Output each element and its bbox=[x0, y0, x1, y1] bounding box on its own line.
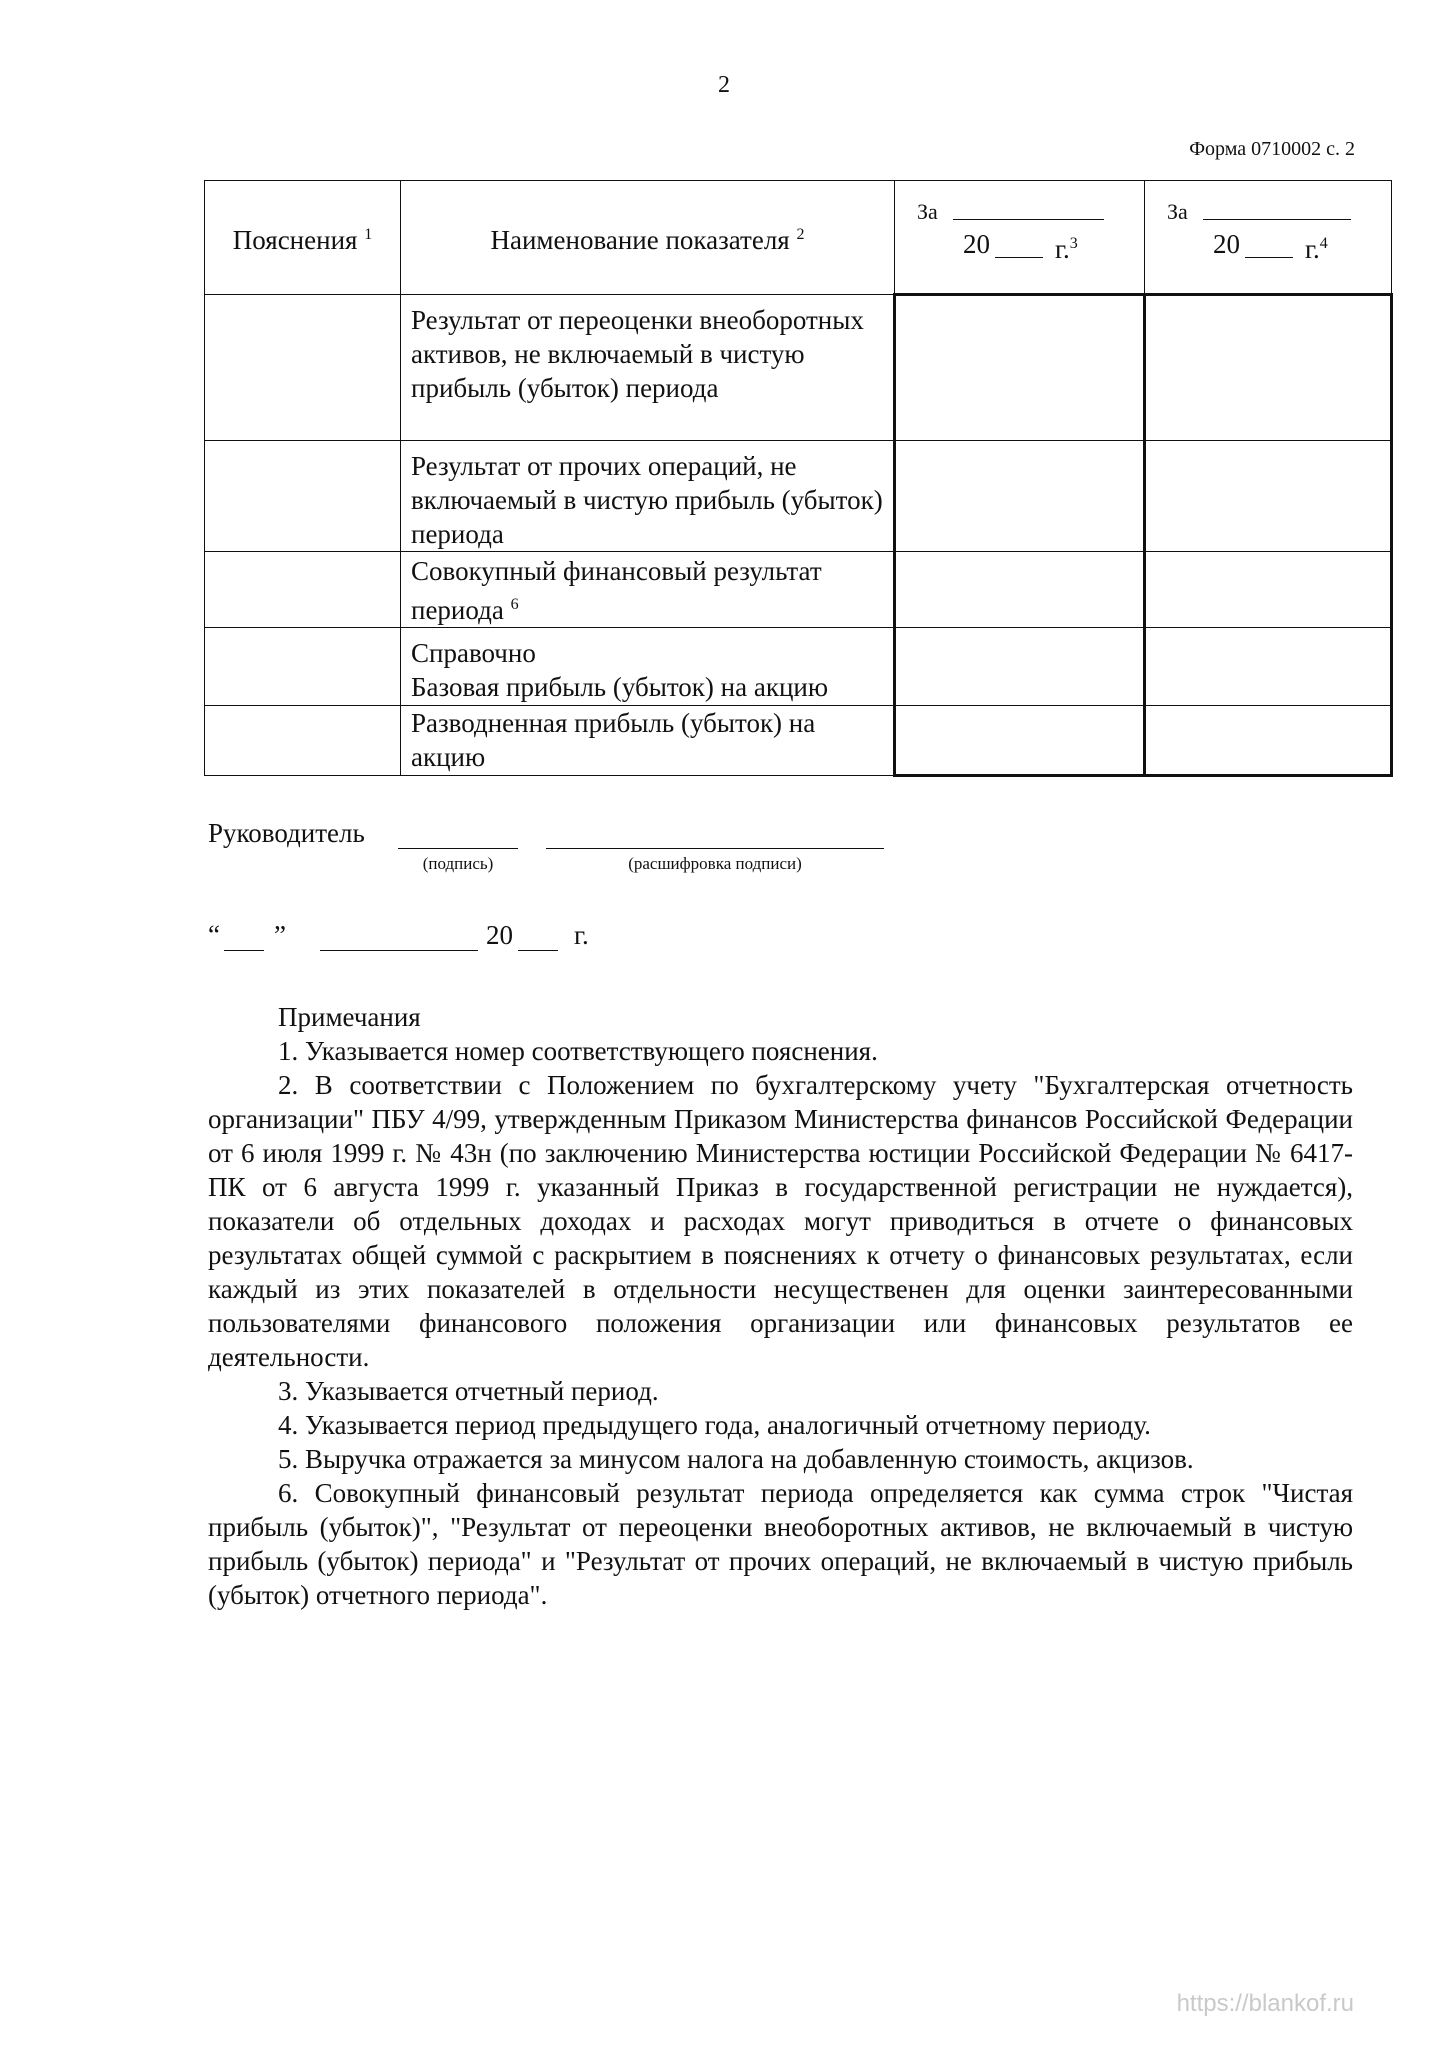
table-header-row bbox=[205, 181, 1392, 295]
row-name-line1: Справочно bbox=[411, 638, 536, 668]
header-notes-label: Пояснения bbox=[232, 225, 358, 255]
row-name-reference bbox=[401, 628, 895, 706]
notes-section bbox=[208, 1000, 1353, 1612]
row-name: Результат от прочих операций, не включаемый в чистую прибыль (убыток) периода bbox=[401, 441, 895, 552]
row-notes-cell[interactable] bbox=[205, 628, 401, 706]
date-month-field[interactable] bbox=[320, 950, 478, 951]
date-year-prefix: 20 bbox=[486, 920, 513, 950]
date-row bbox=[208, 920, 628, 956]
period-current-year: 20 bbox=[963, 229, 990, 259]
row-value-previous[interactable] bbox=[1145, 552, 1392, 628]
row-notes-cell[interactable] bbox=[205, 552, 401, 628]
page-number: 2 bbox=[718, 72, 730, 98]
note-item: 1. Указывается номер соответствующего пояснения. bbox=[278, 1036, 878, 1066]
header-notes-sup: 1 bbox=[364, 226, 373, 243]
period-previous-g: г.$^4$ bbox=[1305, 234, 1328, 264]
period-current-year-blank bbox=[995, 257, 1043, 258]
header-notes bbox=[205, 181, 401, 295]
row-notes-cell[interactable] bbox=[205, 706, 401, 776]
form-code: Форма 0710002 с. 2 bbox=[1189, 138, 1355, 160]
report-table bbox=[204, 180, 1393, 777]
row-notes-cell[interactable] bbox=[205, 441, 401, 552]
row-value-current[interactable] bbox=[895, 441, 1145, 552]
period-current-za: За bbox=[917, 199, 938, 224]
note-item: 5. Выручка отражается за минусом налога на добавленную стоимость, акцизов. bbox=[278, 1444, 1194, 1474]
row-value-current[interactable] bbox=[895, 295, 1145, 441]
signature-decode-field[interactable] bbox=[546, 848, 884, 849]
signature-sign-field[interactable] bbox=[398, 848, 518, 849]
header-period-current bbox=[895, 181, 1145, 295]
row-value-previous[interactable] bbox=[1145, 295, 1392, 441]
date-year-field[interactable] bbox=[518, 950, 558, 951]
date-year-suffix: г. bbox=[574, 920, 589, 950]
row-name: Разводненная прибыль (убыток) на акцию bbox=[401, 706, 895, 776]
note-item: 2. В соответствии с Положением по бухгалтерскому учету "Бухгалтерская отчетность организации" ПБУ 4/99, утвержденным Приказом Министерства финансов Российской Федерации от 6 июля 1999 г. № 43н (по заключению Министерства юстиции Российской Федерации № 6417-ПК от 6 августа 1999 г. указанный Приказ в государственной регистрации не нуждается), показатели об отдельных доходах и расходах могут приводиться в отчете о финансовых результатах общей суммой с раскрытием в пояснениях к отчету о финансовых результатах, если каждый из этих показателей в отдельности несущественен для оценки заинтересованными пользователями финансового положения организации или финансовых результатов ее деятельности. bbox=[208, 1070, 1353, 1372]
period-previous-blank bbox=[1203, 219, 1351, 220]
watermark-url: https://blankof.ru bbox=[1176, 1990, 1354, 2017]
signature-label: Руководитель bbox=[208, 818, 365, 848]
row-name-line2: Базовая прибыль (убыток) на акцию bbox=[411, 672, 829, 702]
table-row bbox=[205, 706, 1392, 776]
period-previous-za: За bbox=[1167, 199, 1188, 224]
row-value-previous[interactable] bbox=[1145, 441, 1392, 552]
table-row bbox=[205, 441, 1392, 552]
row-value-current[interactable] bbox=[895, 706, 1145, 776]
note-item: 4. Указывается период предыдущего года, аналогичный отчетному периоду. bbox=[278, 1410, 1151, 1440]
header-period-previous bbox=[1145, 181, 1392, 295]
table-row bbox=[205, 295, 1392, 441]
note-item: 3. Указывается отчетный период. bbox=[278, 1376, 659, 1406]
date-open-quote: “ bbox=[208, 920, 220, 950]
row-name-with-sup: Совокупный финансовый результат периода $^6$ bbox=[401, 552, 895, 628]
signature-decode-caption: (расшифровка подписи) bbox=[628, 854, 802, 873]
row-name: Результат от переоценки внеоборотных активов, не включаемый в чистую прибыль (убыток) периода bbox=[401, 295, 895, 441]
signature-sign-caption: (подпись) bbox=[422, 854, 494, 873]
period-current-g: г.$^3$ bbox=[1055, 234, 1078, 264]
date-close-quote: ” bbox=[274, 920, 286, 950]
row-value-previous[interactable] bbox=[1145, 628, 1392, 706]
header-name bbox=[401, 181, 895, 295]
period-previous-year-blank bbox=[1245, 257, 1293, 258]
table-row bbox=[205, 552, 1392, 628]
period-previous-year: 20 bbox=[1213, 229, 1240, 259]
row-value-current[interactable] bbox=[895, 628, 1145, 706]
notes-title: Примечания bbox=[278, 1002, 421, 1032]
period-current-blank bbox=[953, 219, 1104, 220]
header-name-sup: 2 bbox=[796, 226, 805, 243]
row-notes-cell[interactable] bbox=[205, 295, 401, 441]
header-name-label: Наименование показателя bbox=[490, 225, 790, 255]
row-value-current[interactable] bbox=[895, 552, 1145, 628]
table-row bbox=[205, 628, 1392, 706]
date-day-field[interactable] bbox=[224, 950, 264, 951]
note-item: 6. Совокупный финансовый результат периода определяется как сумма строк "Чистая прибыль (убыток)", "Результат от переоценки внеоборотных активов, не включаемый в чистую прибыль (убыток) периода" и "Результат от прочих операций, не включаемый в чистую прибыль (убыток) отчетного периода". bbox=[208, 1478, 1353, 1610]
row-value-previous[interactable] bbox=[1145, 706, 1392, 776]
